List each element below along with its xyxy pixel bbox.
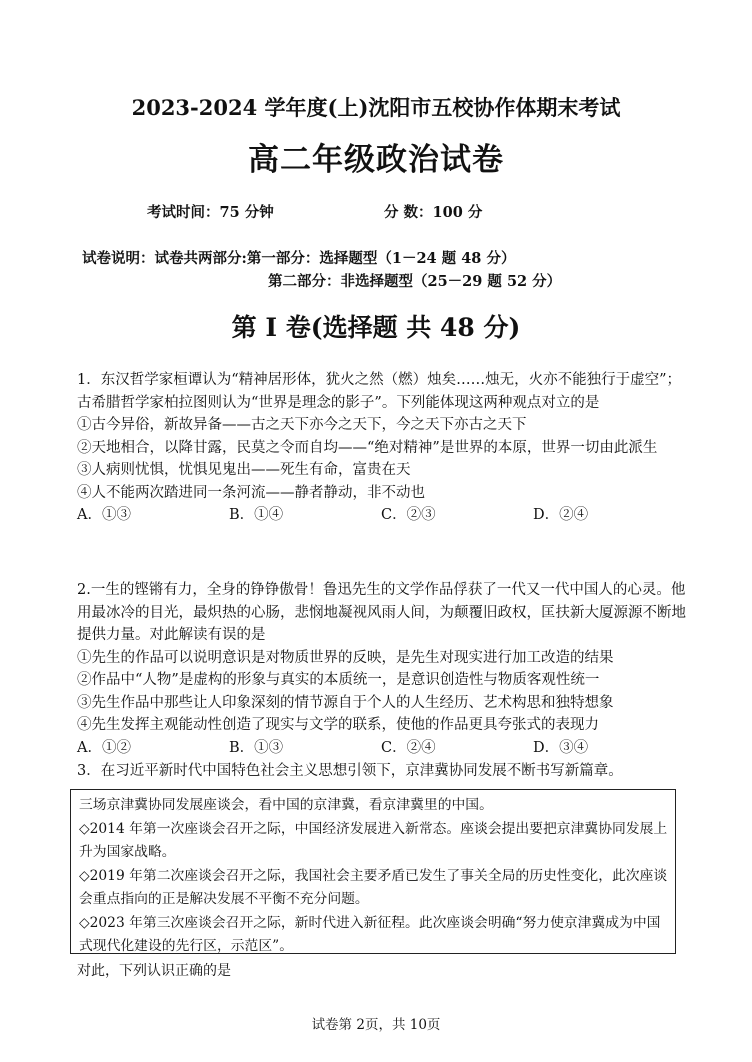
answer-options <box>77 504 687 527</box>
exam-score: 分 数：100 分 <box>384 204 483 221</box>
option-b[interactable]: B．①④ <box>229 507 284 523</box>
statement-item: ①先生的作品可以说明意识是对物质世界的反映，是先生对现实进行加工改造的结果 <box>77 649 614 666</box>
question-3-prompt: 对此，下列认识正确的是 <box>77 963 231 979</box>
answer-options <box>77 737 687 760</box>
exam-time: 考试时间：75 分钟 <box>147 204 274 221</box>
material-line: ◇2023 年第三次座谈会召开之际，新时代进入新征程。此次座谈会明确“努力使京津冀成为中国式现代化建设的先行区，示范区”。 <box>79 914 661 954</box>
question-1 <box>77 369 687 527</box>
page-footer: 试卷第 2页，共 10页 <box>311 1017 441 1033</box>
paper-description-line2: 第二部分：非选择题型（25－29 题 52 分） <box>268 273 562 290</box>
section-title: 第 I 卷(选择题 共 48 分) <box>231 313 521 342</box>
question-stem: 2.一生的铿锵有力，全身的铮铮傲骨！鲁迅先生的文学作品俘获了一代又一代中国人的心灵。他用最冰冷的目光，最炽热的心肠，悲悯地凝视风雨人间，为颠覆旧政权，匡扶新大厦源源不断地提供力量。对此解读有误的是 <box>77 582 686 643</box>
option-c[interactable]: C．②④ <box>381 739 436 756</box>
paper-title: 高二年级政治试卷 <box>248 142 504 178</box>
question-3-stem <box>77 760 687 783</box>
material-line: 三场京津冀协同发展座谈会，看中国的京津冀，看京津冀里的中国。 <box>79 797 493 813</box>
option-c[interactable]: C．②③ <box>381 507 436 523</box>
material-line: ◇2019 年第二次座谈会召开之际，我国社会主要矛盾已发生了事关全局的历史性变化，此次座谈会重点指向的正是解决发展不平衡不充分问题。 <box>79 867 668 907</box>
option-b[interactable]: B．①③ <box>229 739 284 756</box>
statement-item: ③人病则忧惧，忧惧见鬼出——死生有命，富贵在天 <box>77 462 411 478</box>
statement-item: ②作品中“人物”是虚构的形象与真实的本质统一，是意识创造性与物质客观性统一 <box>77 672 600 688</box>
statement-item: ①古今异俗，新故异备——古之天下亦今之天下，今之天下亦古之天下 <box>77 417 527 433</box>
question-stem: 3．在习近平新时代中国特色社会主义思想引领下，京津冀协同发展不断书写新篇章。 <box>77 763 623 779</box>
statement-item: ④先生发挥主观能动性创造了现实与文学的联系，使他的作品更具夸张式的表现力 <box>77 717 599 733</box>
statement-item: ②天地相合，以降甘露，民莫之令而自均——“绝对精神”是世界的本原，世界一切由此派生 <box>77 439 658 456</box>
material-line: ◇2014 年第一次座谈会召开之际，中国经济发展进入新常态。座谈会提出要把京津冀协同发展上升为国家战略。 <box>79 820 668 860</box>
material-box <box>70 789 676 954</box>
paper-description-line1: 试卷说明：试卷共两部分:第一部分：选择题型（1－24 题 48 分） <box>82 250 516 267</box>
question-stem: 1．东汉哲学家桓谭认为“精神居形体，犹火之然（燃）烛矣……烛无，火亦不能独行于虚空”；古希腊哲学家柏拉图则认为“世界是理念的影子”。下列能体现这两种观点对立的是 <box>77 372 682 411</box>
option-d[interactable]: D．②④ <box>533 507 589 523</box>
question-2 <box>77 579 687 759</box>
statement-item: ④人不能两次踏进同一条河流——静者静动，非不动也 <box>77 484 425 501</box>
statement-item: ③先生作品中那些让人印象深刻的情节源自于个人的人生经历、艺术构思和独特想象 <box>77 694 614 711</box>
option-a[interactable]: A．①③ <box>77 507 131 523</box>
option-a[interactable]: A．①② <box>77 739 131 756</box>
option-d[interactable]: D．③④ <box>533 739 589 756</box>
exam-title: 2023-2024 学年度(上)沈阳市五校协作体期末考试 <box>131 95 621 120</box>
